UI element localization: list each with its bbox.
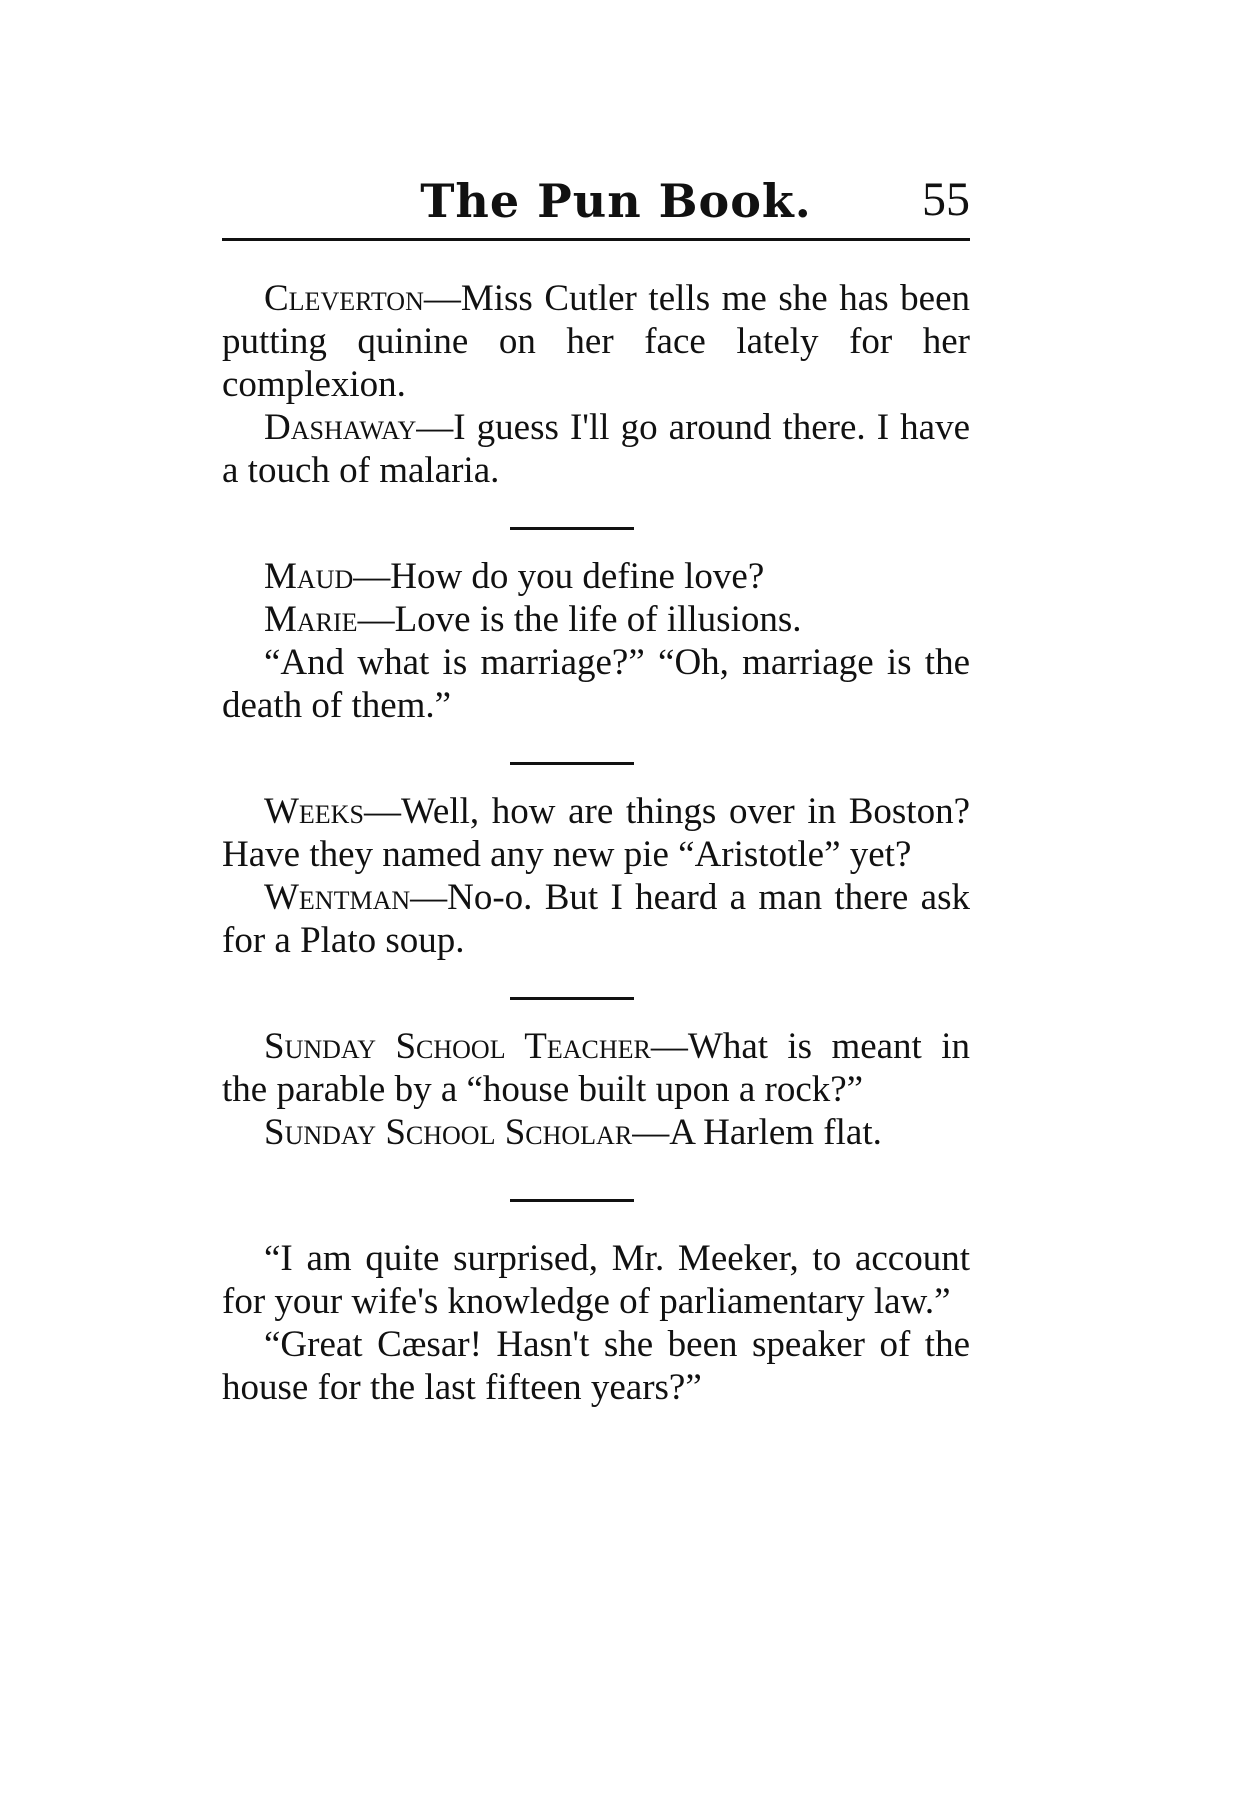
dialogue-text: —Love is the life of illusions. [357,599,802,640]
section-divider [510,762,634,765]
running-title: The Pun Book. [420,174,812,228]
dialogue-line [222,1237,970,1323]
speaker-name: Marie [264,599,358,640]
speaker-name: Weeks [264,791,364,832]
dialogue-line [222,1025,970,1111]
speaker-name: Sunday School Teacher [264,1026,651,1067]
dialogue-line [222,641,970,727]
speaker-name: Wentman [264,877,411,918]
dialogue-line [222,406,970,492]
page-number: 55 [922,173,970,226]
section-divider [510,527,634,530]
dialogue-line [222,876,970,962]
joke-5 [222,1237,970,1409]
dialogue-text: —I guess I'll go around there. I have a touch of malaria. [222,407,970,491]
joke-3 [222,790,970,962]
speaker-name: Dashaway [264,407,417,448]
dialogue-line [222,598,970,641]
book-page [222,173,970,1409]
dialogue-text: “I am quite surprised, Mr. Meeker, to account for your wife's knowledge of parliamentary law.” [222,1238,970,1322]
dialogue-text: “Great Cæsar! Hasn't she been speaker of the house for the last fifteen years?” [222,1324,970,1408]
dialogue-text: “And what is marriage?” “Oh, marriage is the death of them.” [222,642,970,726]
dialogue-text: —What is meant in the parable by a “house built upon a rock?” [222,1026,970,1110]
speaker-name: Cleverton [264,278,424,319]
dialogue-line [222,555,970,598]
dialogue-text: —A Harlem flat. [632,1112,882,1153]
speaker-name: Sunday School Scholar [264,1112,633,1153]
dialogue-text: —Miss Cutler tells me she has been putting quinine on her face lately for her complexion. [222,278,970,405]
speaker-name: Maud [264,556,354,597]
page-header [222,173,970,241]
dialogue-text: —How do you define love? [353,556,765,597]
dialogue-text: —Well, how are things over in Boston? Have they named any new pie “Aristotle” yet? [222,791,970,875]
page-body [222,277,970,1409]
dialogue-text: —No-o. But I heard a man there ask for a Plato soup. [222,877,970,961]
joke-2 [222,555,970,727]
dialogue-line [222,1111,970,1154]
dialogue-line [222,1323,970,1409]
joke-4 [222,1025,970,1154]
section-divider [510,997,634,1000]
dialogue-line [222,277,970,406]
joke-1 [222,277,970,492]
dialogue-line [222,790,970,876]
section-divider [510,1199,634,1202]
